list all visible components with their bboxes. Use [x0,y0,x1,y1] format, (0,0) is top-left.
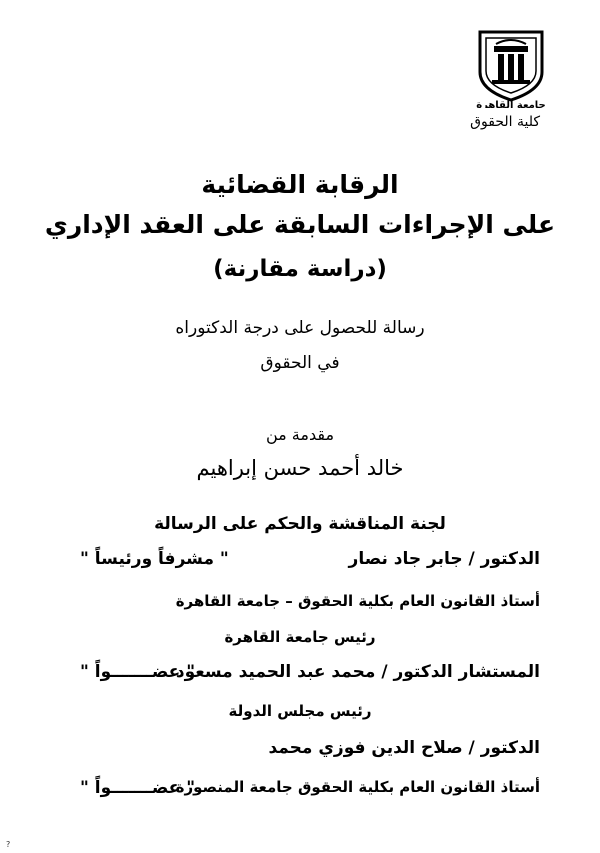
presented-by-label: مقدمة من [265,425,335,444]
purpose-line-1: رسالة للحصول على درجة الدكتوراه [175,318,425,338]
university-crest-icon [474,28,548,108]
faculty-name: كلية الحقوق [470,114,540,130]
committee-member-3 [60,738,540,758]
committee-member-2 [60,662,540,682]
author-name: خالد أحمد حسن إبراهيم [196,456,404,480]
member-role: " عضـــــــواً " [80,778,196,798]
title-line-3: (دراسة مقارنة) [213,256,387,282]
member-name: الدكتور / صلاح الدين فوزي محمد [268,738,540,758]
member-name: الدكتور / جابر جاد نصار [348,549,540,569]
member-subtitle: رئيس جامعة القاهرة [224,628,376,646]
title-line-1: الرقابة القضائية [201,170,399,199]
member-role: " مشرفاً ورئيساً " [80,549,229,569]
purpose-line-2: في الحقوق [260,353,340,373]
member-name: المستشار الدكتور / محمد عبد الحميد مسعود [175,662,540,682]
corner-mark: ? [6,840,11,849]
committee-heading: لجنة المناقشة والحكم على الرسالة [154,514,446,534]
logo-caption: جامعة القاهرة [476,100,546,108]
member-title: أستاذ القانون العام بكلية الحقوق – جامعة القاهرة [175,592,540,610]
member-title: أستاذ القانون العام بكلية الحقوق جامعة المنصورة [175,778,540,796]
committee-member-1 [60,549,540,569]
title-line-2: على الإجراءات السابقة على العقد الإداري [44,210,556,239]
member-role: " عضـــــــواً " [80,662,196,682]
member-subtitle: رئيس مجلس الدولة [228,702,372,720]
member-title-row [60,778,540,796]
